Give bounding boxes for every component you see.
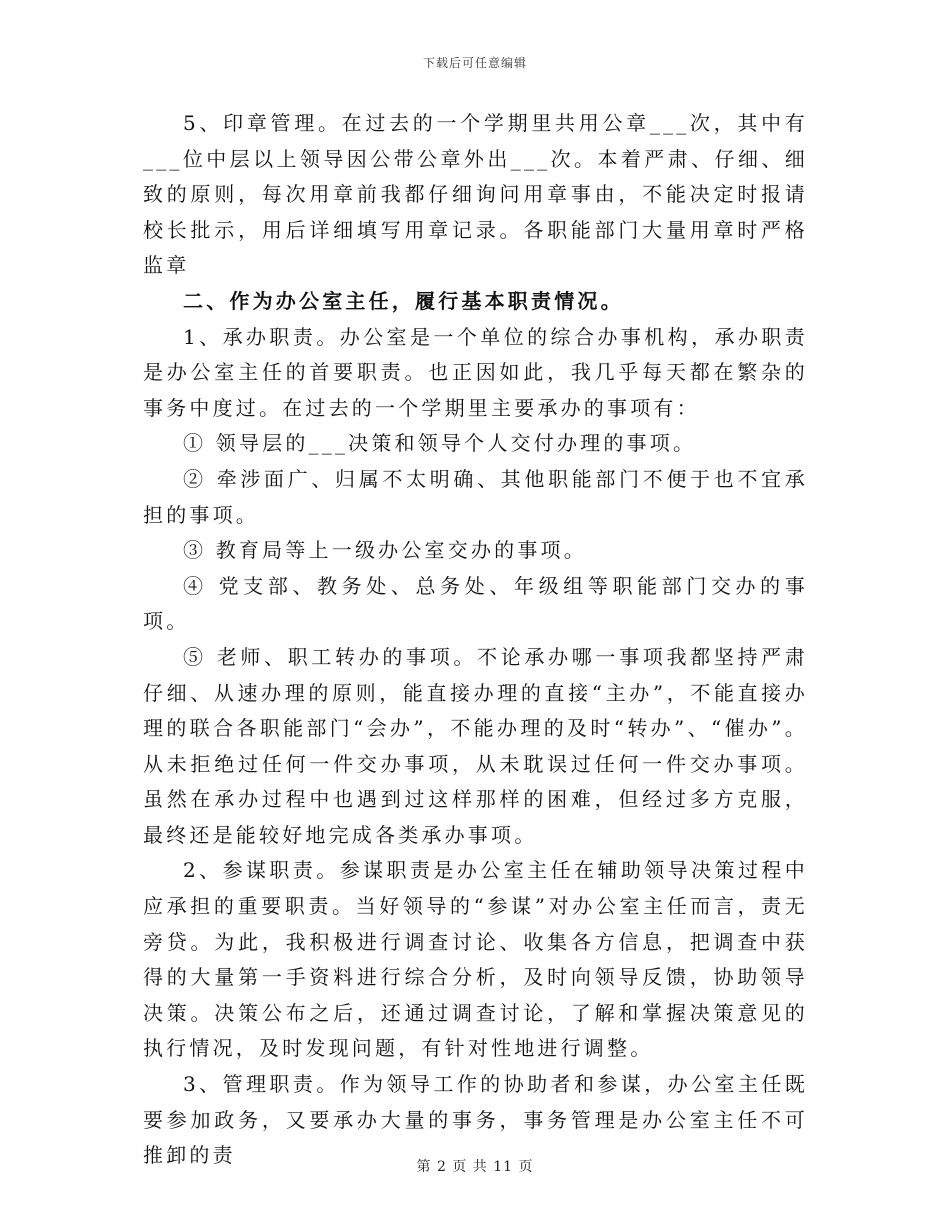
document-body: [143, 106, 808, 1174]
page-footer: 第 2 页 共 11 页: [416, 1159, 534, 1175]
paragraph-advisory-duty: 2、参谋职责。参谋职责是办公室主任在辅助领导决策过程中应承担的重要职责。当好领导的“参谋”对办公室主任而言，责无旁贷。为此，我积极进行调查讨论、收集各方信息，把调查中获得的大量第一手资料进行综合分析，及时向领导反馈，协助领导决策。决策公布之后，还通过调查讨论，了解和掌握决策意见的执行情况，及时发现问题，有针对性地进行调整。: [143, 858, 808, 1061]
list-item-5: ⑤ 老师、职工转办的事项。不论承办哪一事项我都坚持严肃仔细、从速办理的原则，能直接办理的直接“主办”，不能直接办理的联合各职能部门“会办”，不能办理的及时“转办”、“催办”。从未拒绝过任何一件交办事项，从未耽误过任何一件交办事项。虽然在承办过程中也遇到过这样那样的困难，但经过多方克服，最终还是能较好地完成各类承办事项。: [143, 644, 808, 847]
list-item-4: ④ 党支部、教务处、总务处、年级组等职能部门交办的事项。: [143, 573, 808, 634]
paragraph-management-duty: 3、管理职责。作为领导工作的协助者和参谋，办公室主任既要参加政务，又要承办大量的事务，事务管理是办公室主任不可推卸的责: [143, 1072, 808, 1168]
page-header: 下载后可任意编辑: [422, 56, 527, 70]
section-heading-duties: 二、作为办公室主任，履行基本职责情况。: [183, 288, 624, 313]
list-item-3: ③ 教育局等上一级办公室交办的事项。: [183, 538, 587, 563]
paragraph-undertaking-duty: 1、承办职责。办公室是一个单位的综合办事机构，承办职责是办公室主任的首要职责。也正因如此，我几乎每天都在繁杂的事务中度过。在过去的一个学期里主要承办的事项有：: [143, 324, 808, 420]
list-item-2: ② 牵涉面广、归属不太明确、其他职能部门不便于也不宜承担的事项。: [143, 466, 808, 527]
list-item-1: ① 领导层的___决策和领导个人交付办理的事项。: [183, 431, 697, 456]
paragraph-seal-management: 5、印章管理。在过去的一个学期里共用公章___次，其中有___位中层以上领导因公带公章外出___次。本着严肃、仔细、细致的原则，每次用章前我都仔细询问用章事由，不能决定时报请校长批示，用后详细填写用章记录。各职能部门大量用章时严格监章: [143, 111, 808, 278]
